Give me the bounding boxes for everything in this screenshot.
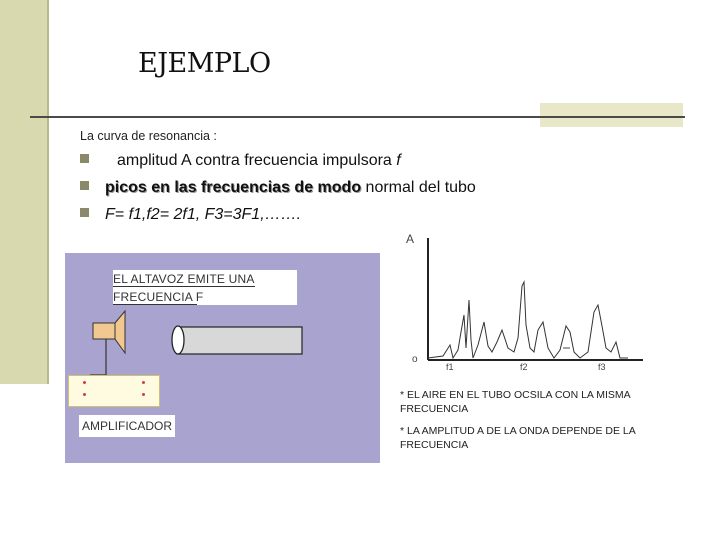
y-axis-label: A (406, 232, 415, 246)
bullet-item-1 (80, 152, 476, 179)
bullet-2-rest-text: normal del tubo (361, 179, 476, 196)
amplifier-terminal (83, 393, 86, 396)
slide-subtitle: La curva de resonancia : (80, 129, 217, 143)
tube (177, 327, 302, 354)
tube-opening (172, 326, 184, 354)
speaker-cone (115, 311, 125, 353)
bullet-square-icon (80, 154, 89, 163)
resonance-graph-drawing (398, 220, 673, 380)
bullet-2-bold-text: picos en las frecuencias de modo (105, 179, 362, 196)
title-divider (30, 116, 685, 118)
resonance-graph (398, 220, 673, 380)
bullet-square-icon (80, 181, 89, 190)
amplifier-label: AMPLIFICADOR (82, 419, 173, 433)
bullet-item-2 (80, 179, 476, 206)
amplifier-terminal (83, 381, 86, 384)
slide-title: EJEMPLO (138, 48, 271, 79)
speaker-label-line-2: FRECUENCIA F (113, 290, 204, 304)
note-2-line-1: * LA AMPLITUD A DE LA ONDA DEPENDE DE LA (400, 425, 636, 437)
note-2 (400, 424, 690, 452)
note-1 (400, 388, 690, 416)
origin-label: o (412, 354, 418, 365)
bullet-1-text: amplitud A contra frecuencia impulsora (117, 152, 397, 169)
x-tick-f1: f1 (446, 362, 454, 372)
amplifier-terminal (142, 381, 145, 384)
experiment-illustration (65, 253, 380, 463)
bullet-square-icon (80, 208, 89, 217)
amplifier-terminal (142, 393, 145, 396)
resonance-curve (428, 282, 628, 358)
speaker-label-line-1: EL ALTAVOZ EMITE UNA (113, 272, 255, 286)
note-2-line-2: FRECUENCIA (400, 439, 469, 451)
speaker-magnet (93, 323, 115, 339)
left-decorative-band (0, 0, 49, 384)
bullet-3-text: F= f1,f2= 2f1, F3=3F1,……. (105, 206, 302, 223)
x-tick-f3: f3 (598, 362, 606, 372)
left-band-lower (0, 384, 47, 540)
accent-box (540, 103, 683, 127)
x-tick-f2: f2 (520, 362, 528, 372)
note-1-line-1: * EL AIRE EN EL TUBO OCSILA CON LA MISMA (400, 389, 631, 401)
bullet-1-variable: f (396, 152, 401, 169)
amplifier-box (68, 375, 160, 407)
note-1-line-2: FRECUENCIA (400, 403, 469, 415)
